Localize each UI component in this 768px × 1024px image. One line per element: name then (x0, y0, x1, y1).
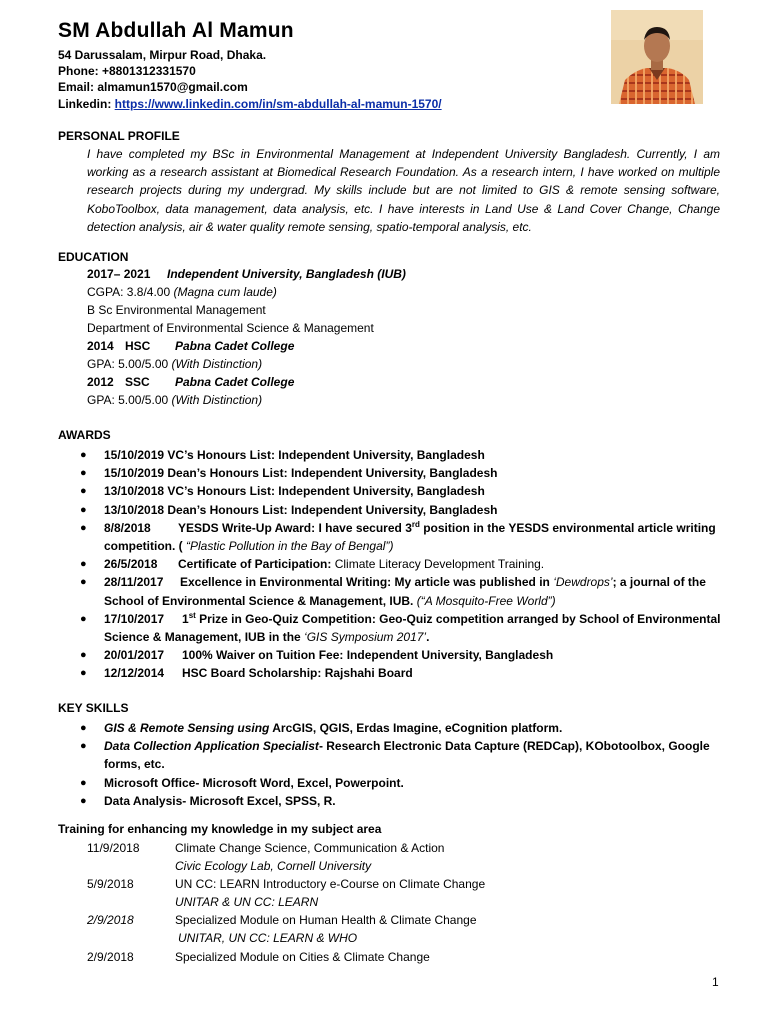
bullet-icon: ● (80, 612, 87, 625)
bullet-icon: ● (80, 794, 87, 807)
hsc-year: 2014 (87, 339, 114, 353)
bullet-icon: ● (80, 558, 87, 571)
education-university-row (87, 265, 406, 283)
education-cgpa-row (87, 283, 406, 301)
bullet-icon: ● (80, 449, 87, 461)
bullet-icon: ● (80, 722, 87, 734)
education-ssc-gpa-row (87, 391, 406, 409)
bullet-icon: ● (80, 467, 87, 480)
cgpa: CGPA: 3.8/4.00 (87, 285, 174, 299)
linkedin-link[interactable]: https://www.linkedin.com/in/sm-abdullah-al-mamun-1570/ (114, 96, 442, 111)
education-hsc-row (87, 337, 406, 355)
cgpa-note: (Magna cum laude) (173, 285, 277, 299)
education-ssc-row (87, 373, 406, 391)
ssc-note: (With Distinction) (171, 393, 263, 407)
list-item: ● 8/8/2018 YESDS Write-Up Award: I have secured 3rd position in the YESDS environmental article writing competition. ( “Plastic Pollution in the Bay of Bengal”) (80, 519, 716, 554)
list-item: ● Microsoft Office- Microsoft Word, Excel, Powerpoint. (0, 774, 724, 792)
list-item: ● GIS & Remote Sensing using ArcGIS, QGIS, Erdas Imagine, eCognition platform. (0, 719, 724, 737)
profile-text: I have completed my BSc in Environmental Management at Independent University Bangladesh. Currently, I am working as a research assistant at Biomedical Research Foundation. As a research intern, I have worked on multiple research projects during my undergrad. My skills include but are not limited to GIS & remote sensing software, KoboToolbox, data management, data analysis, etc. I have interests in Land Use & Land Cover Change, Change detection analysis, air & water quality remote sensing, spatio-temporal analysis, etc. (87, 147, 720, 234)
email: Email: almamun1570@gmail.com (58, 80, 248, 95)
bullet-icon: ● (80, 503, 87, 516)
hsc-gpa: GPA: 5.00/5.00 (87, 357, 172, 371)
bullet-icon: ● (80, 667, 87, 680)
list-item: ● 13/10/2018 VC’s Honours List: Independent University, Bangladesh (0, 482, 724, 500)
bullet-icon: ● (80, 485, 87, 498)
candidate-name: SM Abdullah Al Mamun (58, 19, 294, 42)
list-item: ● 12/12/2014 HSC Board Scholarship: Rajshahi Board (0, 664, 724, 682)
university-name: Independent University, Bangladesh (IUB) (167, 267, 406, 281)
bullet-icon: ● (80, 776, 87, 789)
list-item: ● 28/11/2017 Excellence in Environmental Writing: My article was published in ‘Dewdrops’; a journal of the School of Environmental Science & Management, IUB. (“A Mosquito-Free World”) (80, 575, 706, 608)
page-number: 1 (712, 975, 719, 989)
university-years: 2017– 2021 (87, 267, 151, 281)
list-item: ● 17/10/2017 1st Prize in Geo-Quiz Competition: Geo-Quiz competition arranged by School of Environmental Science & Management, IUB in the ‘GIS Symposium 2017’. (80, 610, 721, 645)
list-item: ● 20/01/2017 100% Waiver on Tuition Fee: Independent University, Bangladesh (0, 646, 724, 664)
ssc-gpa: GPA: 5.00/5.00 (87, 393, 172, 407)
list-item: ● 15/10/2019 VC’s Honours List: Independent University, Bangladesh (0, 446, 724, 464)
education-section (87, 265, 406, 409)
awards-list (0, 446, 724, 683)
ssc-institution: Pabna Cadet College (175, 375, 295, 389)
linkedin-label: Linkedin: (58, 96, 115, 111)
skills-heading: KEY SKILLS (58, 701, 129, 715)
resume-page: SM Abdullah Al Mamun 54 Darussalam, Mirpur Road, Dhaka. Phone: +8801312331570 Email: almamun1570@gmail.com Linkedin: https://www.linkedin.com/in/sm-abdullah-al-mamun-1570/ PERSONAL PROFILE I have completed my BSc in Environmental Management at Independent University Bangladesh. Currently, I am working as a research assistant at Biomedical Research Foundation. As a research intern, I have worked on multiple research projects during my undergrad. My skills include but are not limited to GIS & remote sensing software, KoboToolbox, data management, data analysis, etc. I have interests in Land Use & Land Cover Change, Change detection analysis, air & water quality remote sensing, spatio-temporal analysis, etc. EDUCATION 2017– 2021 Independent University, Bangladesh (IUB) CGPA: 3.8/4.00 (Magna cum laude) B Sc Environmental Management Department of Environmental Science & Management 2014 HSC Pabna Cadet College GPA: 5.00/5.00 (With Distinction) 2012 SSC Pabna Cadet College GPA: 5.00/5.00 (With Distinction) AWARDS ● 15/10/2019 VC’s Honours List: Independent University, Bangladesh ● 15/10/2019 Dean’s Honours List: Independent University, Bangladesh ● 13/10/2018 VC’s Honours List: Independent University, Bangladesh ● 13/10/2018 Dean’s Honours List: Independent University, Bangladesh ● 8/8/2018 YESDS Write-Up Award: I have secured 3rd position in the YESDS environmental article writing competition. ( “Plastic Pollution in the Bay of Bengal”) ● 26/5/2018 Certificate of Participation: Climate Literacy Development Training. ● 28/11/2017 Excellence in Environmental Writing: My article was published in ‘Dewdrops’; a journal of the School of Environmental Science & Management, IUB. (“A Mosquito-Free World”) ● 17/10/2017 1st Prize in Geo-Quiz Competition: Geo-Quiz competition arranged by School of Environmental Science & Management, IUB in the ‘GIS Symposium 2017’. ● 20/01/2017 100% Waiver on Tuition Fee: Independent University, Bangladesh ● 12/12/2014 HSC Board Scholarship: Rajshahi Board KEY SKILLS ● GIS & Remote Sensing using ArcGIS, QGIS, Erdas Imagine, eCognition platform. ● Data Collection Application Specialist- Research Electronic Data Capture (REDCap), KObotoolbox, Google forms, etc. ● Microsoft Office- Microsoft Word, Excel, Powerpoint. ● Data Analysis- Microsoft Excel, SPSS, R. Training for enhancing my knowledge in my subject area 11/9/2018 Climate Change Science, Communication & Action Civic Ecology Lab, Cornell University 5/9/2018 UN CC: LEARN Introductory e-Course on Climate Change UNITAR & UN CC: LEARN 2/9/2018 Specialized Module on Human Health & Climate Change UNITAR, UN CC: LEARN & WHO 2/9/2018 Specialized Module on Cities & Climate Change 1 (0, 0, 768, 1024)
training-heading: Training for enhancing my knowledge in my subject area (58, 822, 382, 836)
list-item: ● Data Collection Application Specialist- Research Electronic Data Capture (REDCap), KObotoolbox, Google forms, etc. (80, 739, 710, 772)
bullet-icon: ● (80, 576, 87, 589)
linkedin-line (58, 96, 442, 112)
education-hsc-gpa-row (87, 355, 406, 373)
skills-list (0, 719, 724, 810)
hsc-institution: Pabna Cadet College (175, 339, 295, 353)
education-heading: EDUCATION (58, 250, 129, 264)
list-item: ● 26/5/2018 Certificate of Participation: Climate Literacy Development Training. (0, 555, 724, 573)
profile-photo-image (611, 10, 703, 104)
bullet-icon: ● (80, 649, 87, 662)
ssc-year: 2012 (87, 375, 114, 389)
profile-heading: PERSONAL PROFILE (58, 129, 180, 143)
hsc-label: HSC (125, 339, 151, 353)
list-item: ● 15/10/2019 Dean’s Honours List: Independent University, Bangladesh (0, 464, 724, 482)
bullet-icon: ● (80, 521, 87, 534)
department: Department of Environmental Science & Management (87, 321, 374, 335)
awards-heading: AWARDS (58, 428, 111, 442)
address: 54 Darussalam, Mirpur Road, Dhaka. (58, 48, 267, 62)
profile-photo (611, 10, 703, 104)
phone: Phone: +8801312331570 (58, 64, 196, 79)
degree: B Sc Environmental Management (87, 303, 266, 317)
list-item: ● Data Analysis- Microsoft Excel, SPSS, R. (0, 792, 724, 810)
ssc-label: SSC (125, 375, 150, 389)
list-item: ● 13/10/2018 Dean’s Honours List: Independent University, Bangladesh (0, 501, 724, 519)
bullet-icon: ● (80, 740, 87, 753)
contact-block (58, 47, 442, 112)
hsc-note: (With Distinction) (171, 357, 263, 371)
